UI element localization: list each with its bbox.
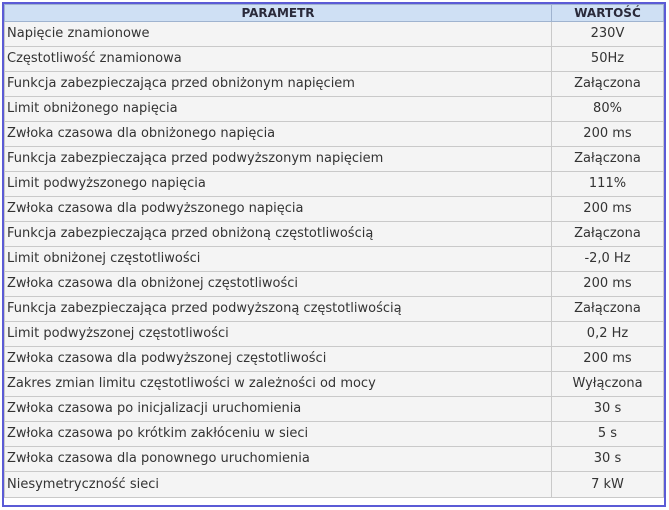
parameter-name: Funkcja zabezpieczająca przed podwyższoną częstotliwością [5,297,552,322]
parameter-value: 7 kW [552,472,664,498]
table-row [5,272,664,297]
parameter-name: Funkcja zabezpieczająca przed podwyższonym napięciem [5,147,552,172]
table-row [5,422,664,447]
table-row [5,322,664,347]
table-row [5,472,664,498]
parameter-value: 200 ms [552,272,664,297]
parameter-name: Niesymetryczność sieci [5,472,552,498]
parameter-value: Załączona [552,72,664,97]
parameter-value: 80% [552,97,664,122]
parameter-name: Częstotliwość znamionowa [5,47,552,72]
table-row [5,347,664,372]
parameter-value: Wyłączona [552,372,664,397]
parameter-value: 5 s [552,422,664,447]
parameter-value: 30 s [552,397,664,422]
table-row [5,372,664,397]
parameter-value: Załączona [552,147,664,172]
parameter-name: Limit obniżonego napięcia [5,97,552,122]
table-row [5,197,664,222]
table-row [5,247,664,272]
parameter-value: 50Hz [552,47,664,72]
table-row [5,147,664,172]
parameter-name: Zwłoka czasowa po inicjalizacji uruchomienia [5,397,552,422]
parameter-value: 30 s [552,447,664,472]
table-row [5,397,664,422]
parameter-name: Zwłoka czasowa po krótkim zakłóceniu w sieci [5,422,552,447]
parameter-value: Załączona [552,297,664,322]
parameter-value: 200 ms [552,197,664,222]
table-row [5,72,664,97]
parameter-name: Limit obniżonej częstotliwości [5,247,552,272]
header-parameter: PARAMETR [5,5,552,22]
parameter-value: 0,2 Hz [552,322,664,347]
parameter-name: Funkcja zabezpieczająca przed obniżonym napięciem [5,72,552,97]
table-row [5,97,664,122]
parameter-value: 200 ms [552,347,664,372]
parameter-table-container [2,2,666,507]
parameter-name: Zakres zmian limitu częstotliwości w zależności od mocy [5,372,552,397]
parameter-name: Limit podwyższonego napięcia [5,172,552,197]
table-row [5,172,664,197]
table-header-row [5,5,664,22]
parameter-value: 111% [552,172,664,197]
parameter-name: Napięcie znamionowe [5,22,552,47]
header-value: WARTOŚĆ [552,5,664,22]
parameter-name: Zwłoka czasowa dla obniżonego napięcia [5,122,552,147]
parameter-name: Limit podwyższonej częstotliwości [5,322,552,347]
table-row [5,47,664,72]
parameter-table [4,4,664,498]
parameter-name: Zwłoka czasowa dla podwyższonego napięcia [5,197,552,222]
parameter-name: Zwłoka czasowa dla podwyższonej częstotliwości [5,347,552,372]
table-row [5,22,664,47]
table-row [5,297,664,322]
table-row [5,222,664,247]
parameter-value: Załączona [552,222,664,247]
parameter-value: -2,0 Hz [552,247,664,272]
parameter-name: Zwłoka czasowa dla ponownego uruchomienia [5,447,552,472]
parameter-value: 230V [552,22,664,47]
table-row [5,122,664,147]
table-row [5,447,664,472]
parameter-value: 200 ms [552,122,664,147]
parameter-name: Zwłoka czasowa dla obniżonej częstotliwości [5,272,552,297]
parameter-name: Funkcja zabezpieczająca przed obniżoną częstotliwością [5,222,552,247]
